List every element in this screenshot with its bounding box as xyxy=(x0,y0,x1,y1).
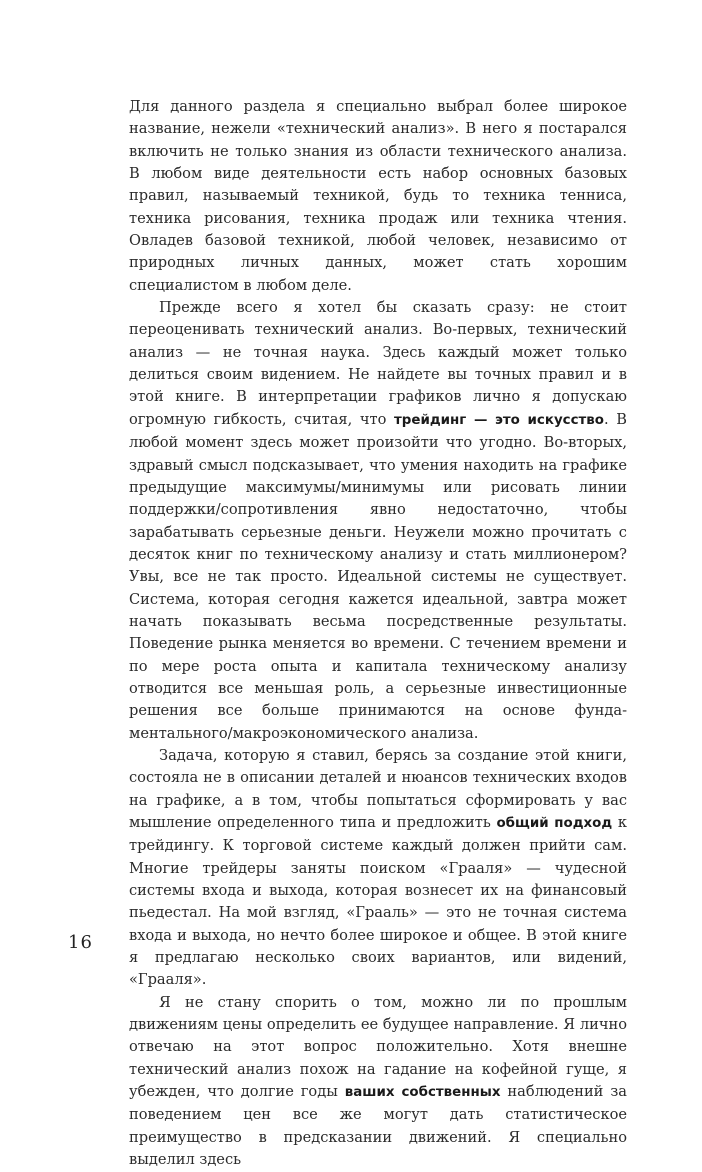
paragraph-2-text-a: Прежде всего я хотел бы сказать сразу: не стоит переоценивать технический анализ. Во-первых, технический анализ — не точная наука. Здесь каждый может только делиться своим видением. Не найдете вы точных правил и в этой книге. В интерпретации графиков лично я допускаю огромную гибкость, считая, что xyxy=(129,299,627,428)
paragraph-3-emphasis: общий подход xyxy=(496,816,613,831)
paragraph-2 xyxy=(129,297,627,745)
paragraph-1-text: Для данного раздела я специально выбрал более широкое название, нежели «технический анализ». В него я постарался включить не только знания из области технического анализа. В любом виде деятельности есть набор основных базовых правил, называемый техникой, будь то техника тенниса, техника рисования, техника продаж или техника чтения. Овладев базовой техникой, любой человек, независимо от природных личных данных, может стать хорошим специалистом в любом деле. xyxy=(129,98,627,294)
paragraph-2-text-b: . В любой момент здесь может произойти что угодно. Во-вторых, здравый смысл подсказывает, что умения находить на графике предыдущие максимумы/минимумы или рисовать линии поддержки/сопротивления явно недостаточно, чтобы зарабатывать серьезные деньги. Неужели можно прочитать с десяток книг по техническому анализу и стать миллионером? Увы, все не так просто. Идеальной системы не существует. Система, которая сегодня кажется идеальной, завтра может начать показывать весьма посредственные результаты. Поведение рынка меняется во времени. С течением времени и по мере роста опыта и капитала техническому анализу отводится все меньшая роль, а серьезные инвестиционные решения все больше принимаются на основе фундаментального/макроэкономического анализа. xyxy=(129,410,627,742)
page-number: 16 xyxy=(68,932,93,953)
paragraph-4-emphasis: ваших собственных xyxy=(344,1085,501,1101)
paragraph-4-text-a: Я не стану спорить о том, можно ли по прошлым движениям цены определить ее будущее направление. Я лично отвечаю на этот вопрос положительно. Хотя внешне технический анализ похож на гадание на кофейной гуще, я убежден, что долгие годы xyxy=(129,993,627,1101)
paragraph-4 xyxy=(129,992,627,1172)
paragraph-3 xyxy=(129,745,627,992)
paragraph-3-text-a: Задача, которую я ставил, берясь за создание этой книги, состояла не в описании деталей и нюансов технических входов на графике, а в том, чтобы попытаться сформировать у вас мышление определенного типа и предложить xyxy=(129,746,627,831)
paragraph-1 xyxy=(129,96,627,297)
paragraph-4-text-b: наблюдений за поведением цен все же могут дать статистическое преимущество в предсказании движений. Я специально выделил здесь xyxy=(129,1083,627,1169)
paragraph-2-emphasis: трейдинг — это искусство xyxy=(394,412,604,428)
body-text xyxy=(129,96,627,1172)
paragraph-3-text-b: к трейдингу. К торговой системе каждый должен прийти сам. Многие трейдеры заняты поиском «Грааля» — чудесной системы входа и выхода, которая вознесет их на финансовый пьедестал. На мой взгляд, «Грааль» — это не точная система входа и выхода, но нечто более широкое и общее. В этой книге я предлагаю несколько своих вариантов, или видений, «Грааля». xyxy=(129,814,627,989)
